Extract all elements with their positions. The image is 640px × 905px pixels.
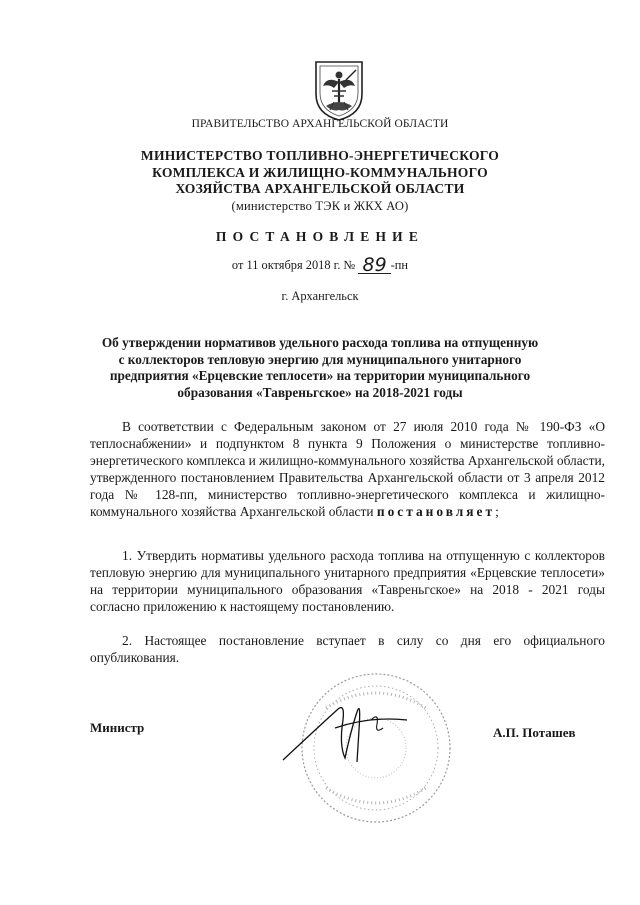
subject-line: с коллекторов тепловую энергию для муниципального унитарного (118, 351, 522, 367)
item-2-paragraph: 2. Настоящее постановление вступает в силу со дня его официального опубликования. (90, 633, 605, 665)
ministry-name-line: МИНИСТЕРСТВО ТОПЛИВНО-ЭНЕРГЕТИЧЕСКОГО (140, 148, 500, 163)
resolves-word: постановляет (376, 503, 496, 519)
ministry-abbreviation: (министерство ТЭК и ЖКХ АО) (231, 198, 409, 213)
preamble-text: В соответствии с Федеральным законом от 27 июля 2010 года № 190-ФЗ «О теплоснабжении» и подпунктом 8 пункта 9 Положения о министерстве топливно-энергетического комплекса и жилищно-коммунального хозяйства Архангельской области, утвержденного постановлением Правительства Архангельской области от 3 апреля 2012 года № 128-пп, министерство топливно-энергетического комплекса и жилищно-коммунального хозяйства Архангельской области (90, 419, 605, 519)
ministry-name-line: КОМПЛЕКСА И ЖИЛИЩНО-КОММУНАЛЬНОГО (152, 164, 488, 180)
ministry-name (0, 148, 640, 214)
document-type-title: ПОСТАНОВЛЕНИЕ (215, 229, 425, 244)
resolves-punct: ; (495, 503, 499, 519)
subject-line: Об утверждении нормативов удельного расхода топлива на отпущенную (101, 335, 539, 350)
decree-number-handwritten: 89 (358, 258, 390, 274)
government-name: ПРАВИТЕЛЬСТВО АРХАНГЕЛЬСКОЙ ОБЛАСТИ (191, 118, 449, 130)
preamble-paragraph (90, 419, 605, 520)
decree-date: от 11 октября 2018 г. № (231, 258, 356, 272)
handwritten-signature-icon (275, 690, 425, 770)
signatory-name: А.П. Поташев (493, 725, 576, 740)
signatory-position: Министр (90, 720, 145, 735)
item-1-paragraph: 1. Утвердить нормативы удельного расхода топлива на отпущенную с коллекторов тепловую энергию для муниципального унитарного предприятия «Ерцевские теплосети» на территории муниципального образования «Тавреньгское» на 2018 - 2021 годы согласно приложению к настоящему постановлению. (90, 548, 605, 614)
arkhangelsk-coat-of-arms-icon (312, 58, 366, 122)
ministry-name-line: ХОЗЯЙСТВА АРХАНГЕЛЬСКОЙ ОБЛАСТИ (175, 181, 465, 196)
decree-number-suffix: -пн (390, 258, 409, 272)
decree-subject (0, 335, 640, 401)
decree-city: г. Архангельск (281, 289, 359, 303)
subject-line: образования «Тавреньгское» на 2018-2021 годы (177, 384, 463, 400)
subject-line: предприятия «Ерцевские теплосети» на территории муниципального (109, 368, 531, 384)
decree-date-number (0, 254, 640, 276)
